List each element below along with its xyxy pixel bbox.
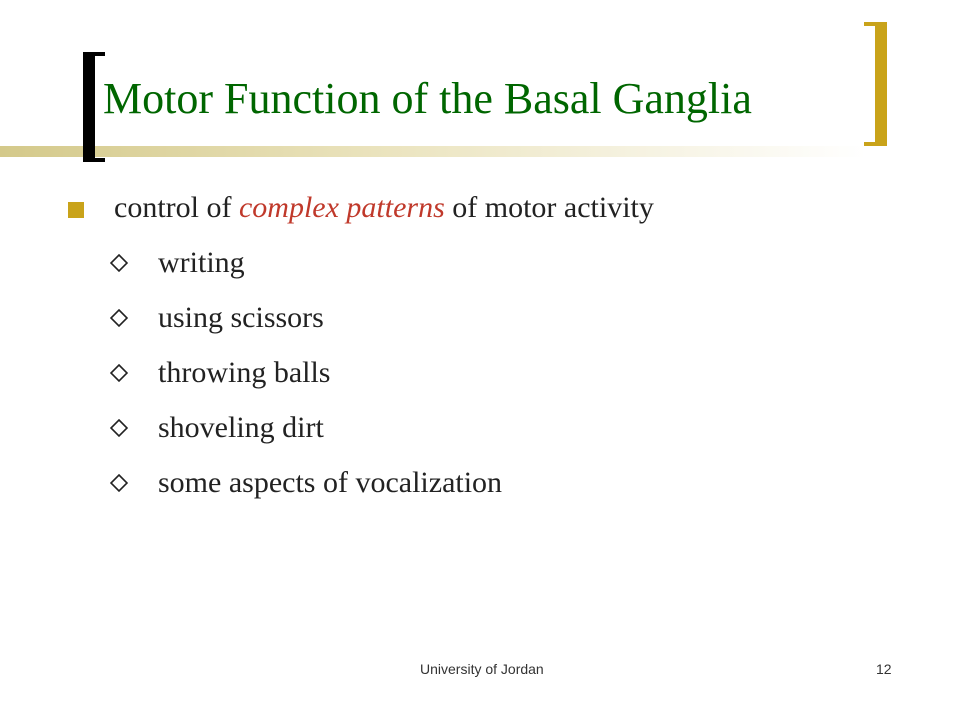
main-point-suffix: of motor activity [444, 191, 654, 224]
slide-title: Motor Function of the Basal Ganglia [103, 74, 752, 123]
diamond-outline-bullet-icon [110, 364, 128, 382]
main-point-emphasis: complex patterns [238, 191, 445, 224]
sub-point-text: writing [158, 246, 245, 279]
main-bullet-text [114, 188, 654, 228]
title-underline-bar [0, 146, 866, 157]
sub-point-text: throwing balls [158, 356, 331, 389]
right-bracket-decoration [864, 22, 887, 146]
sub-point-text: shoveling dirt [158, 411, 324, 444]
diamond-outline-bullet-icon [110, 419, 128, 437]
square-bullet-icon [68, 202, 84, 218]
sub-point-text: using scissors [158, 301, 324, 334]
left-bracket-decoration [83, 52, 105, 162]
diamond-outline-bullet-icon [110, 254, 128, 272]
main-point-prefix: control of [114, 191, 239, 224]
diamond-outline-bullet-icon [110, 309, 128, 327]
diamond-outline-bullet-icon [110, 474, 128, 492]
page-number: 12 [876, 661, 892, 677]
slide-footer: University of Jordan [420, 661, 544, 677]
sub-point-text: some aspects of vocalization [158, 466, 503, 499]
